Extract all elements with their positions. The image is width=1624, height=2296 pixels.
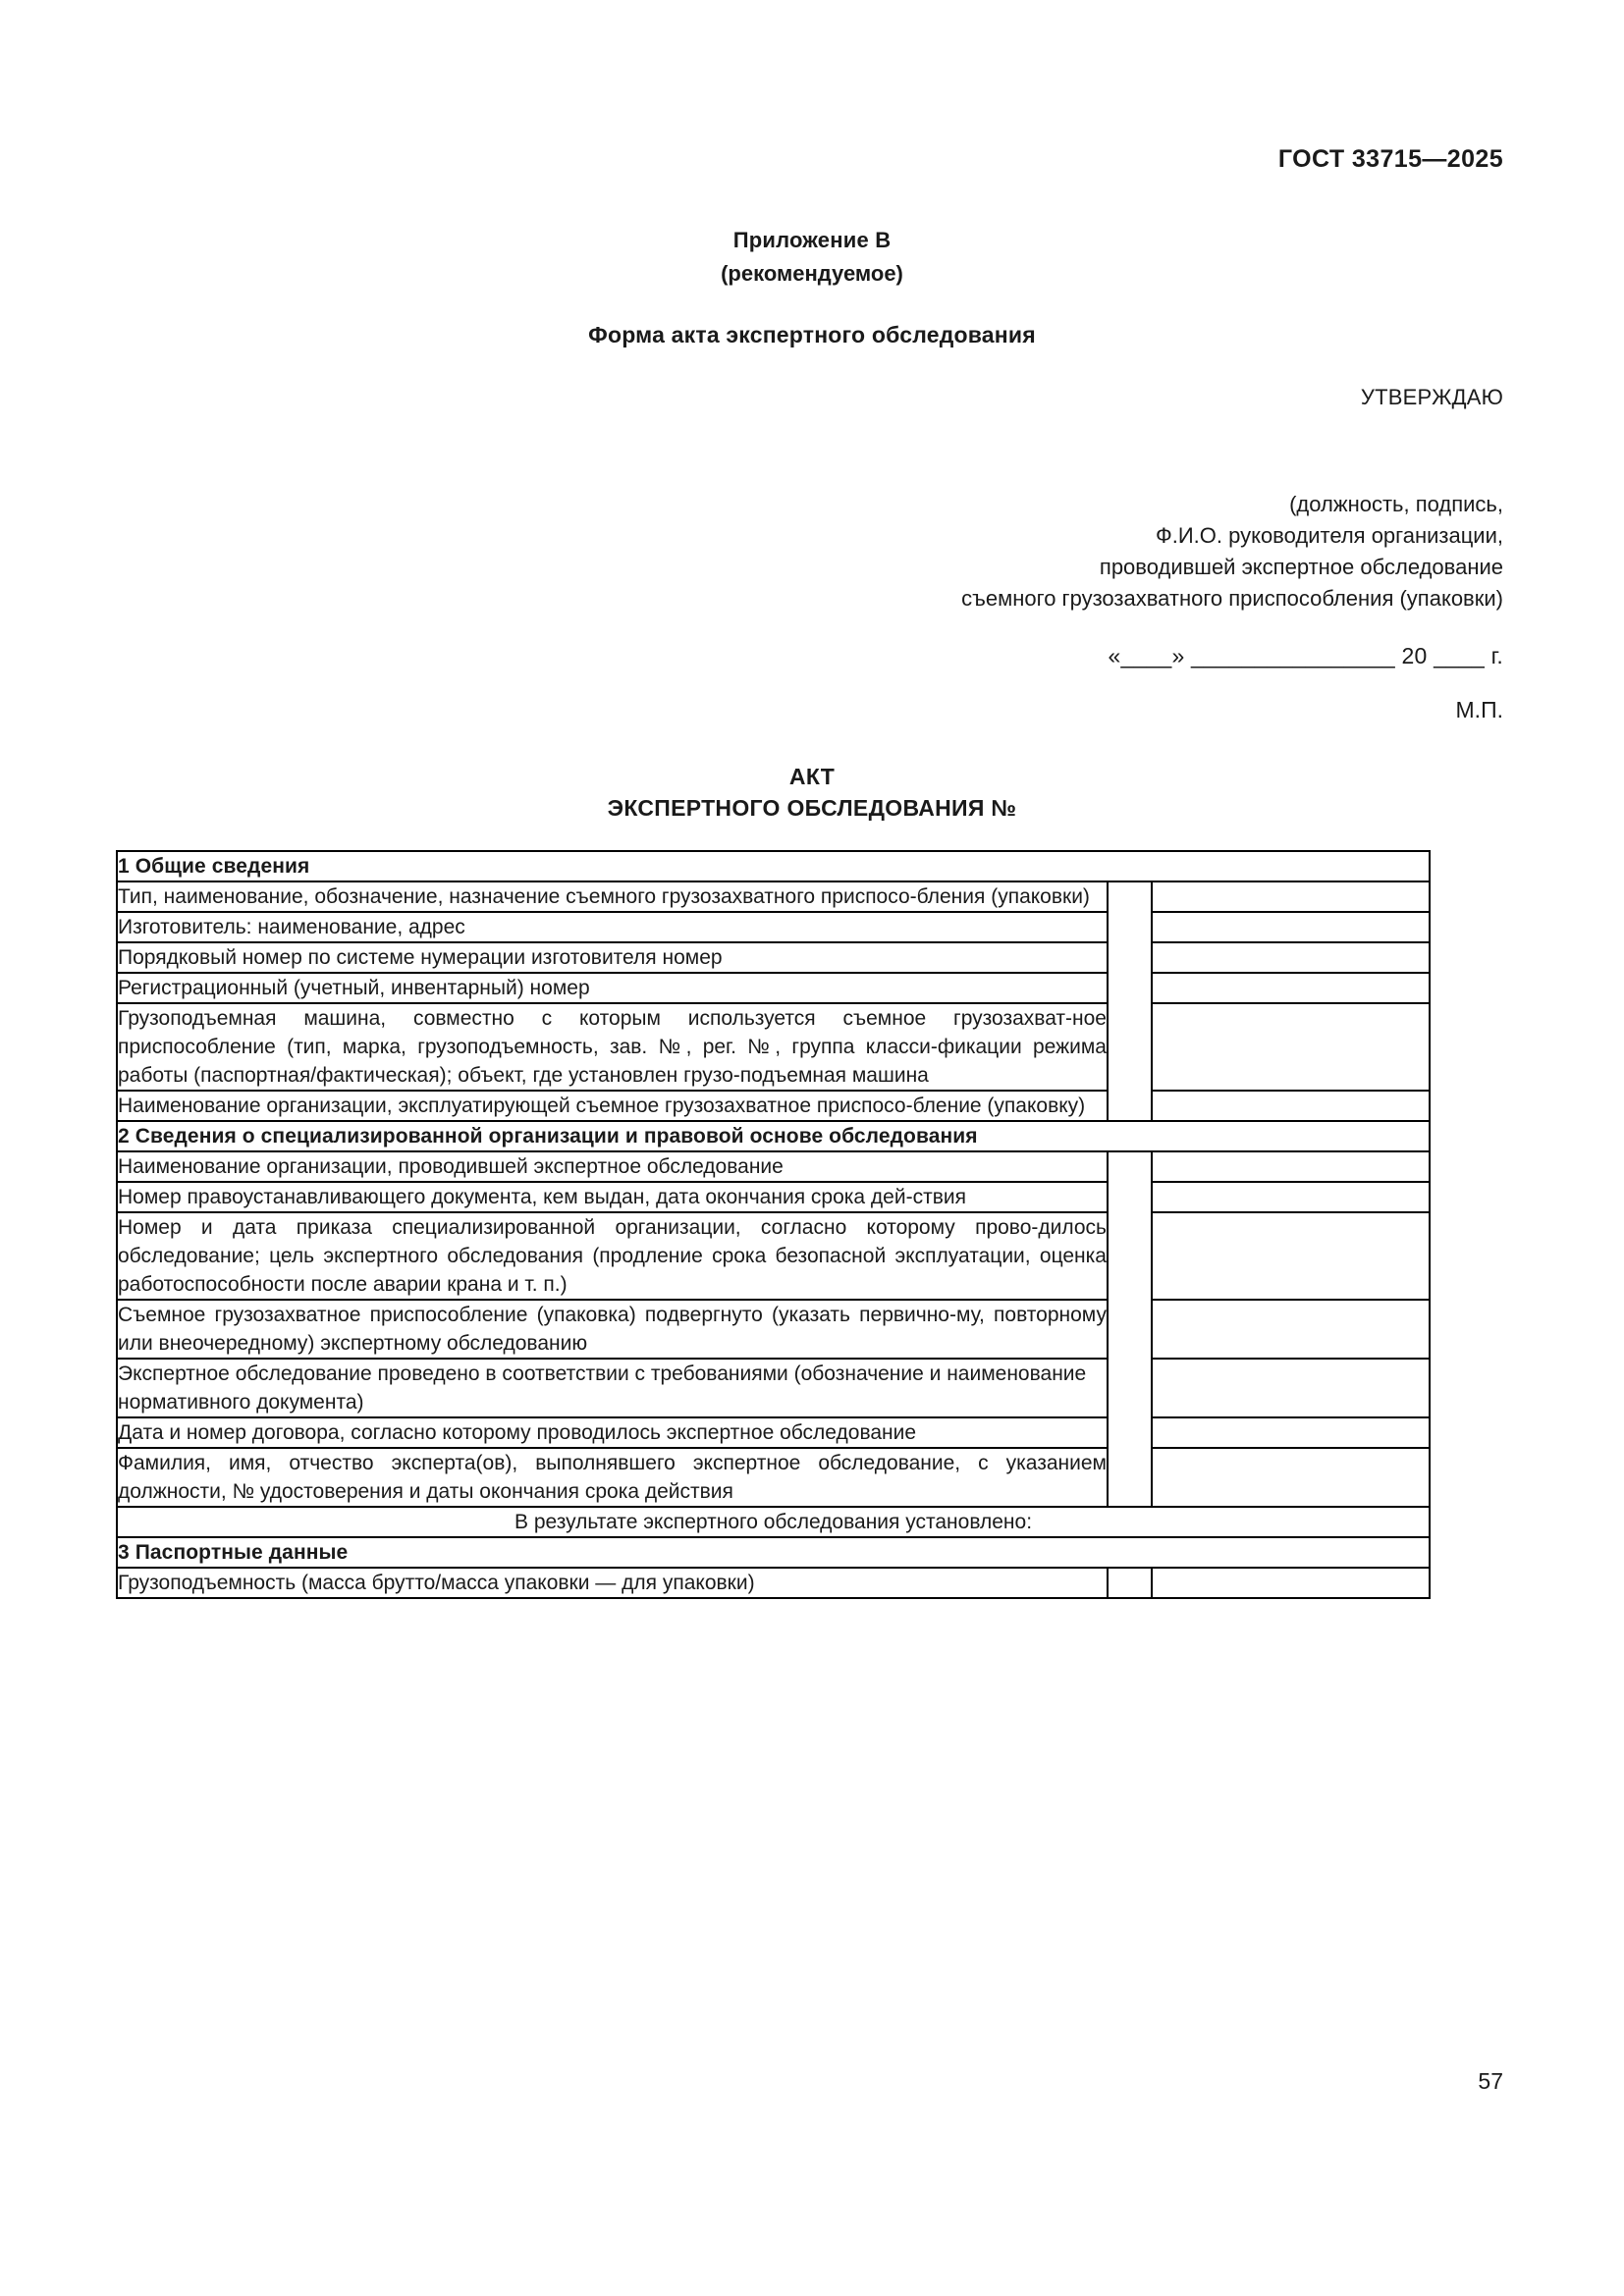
approval-caption-line: проводившей экспертное обследование — [1099, 555, 1503, 579]
page-number: 57 — [1478, 2068, 1503, 2094]
section-3-heading: 3 Паспортные данные — [117, 1537, 1430, 1568]
table-section-heading-row — [117, 1537, 1430, 1568]
row-label: Изготовитель: наименование, адрес — [117, 912, 1108, 942]
table-row — [117, 1003, 1430, 1091]
value-cell[interactable] — [1152, 1151, 1430, 1182]
table-row — [117, 1568, 1430, 1598]
annex-status: (рекомендуемое) — [721, 261, 903, 286]
value-cell[interactable] — [1152, 1568, 1430, 1598]
act-heading-line2: ЭКСПЕРТНОГО ОБСЛЕДОВАНИЯ № — [607, 795, 1017, 821]
section-2-heading: 2 Сведения о специализированной организации и правовой основе обследования — [117, 1121, 1430, 1151]
table-row — [117, 1417, 1430, 1448]
row-label: Порядковый номер по системе нумерации изготовителя номер — [117, 942, 1108, 973]
value-cell[interactable] — [1152, 1448, 1430, 1507]
table-row — [117, 1448, 1430, 1507]
row-label: Номер правоустанавливающего документа, кем выдан, дата окончания срока дей-ствия — [117, 1182, 1108, 1212]
row-label: Номер и дата приказа специализированной организации, согласно которому прово-дилось обследование; цель экспертного обследования (продление срока безопасной эксплуатации, оценка работоспособности после аварии крана и т. п.) — [117, 1212, 1108, 1300]
approval-caption-line: (должность, подпись, — [1289, 492, 1503, 516]
value-cell[interactable] — [1152, 1417, 1430, 1448]
row-label: Грузоподъемность (масса брутто/масса упаковки — для упаковки) — [117, 1568, 1108, 1598]
value-cell[interactable] — [1152, 1182, 1430, 1212]
row-label: Фамилия, имя, отчество эксперта(ов), выполнявшего экспертное обследование, с указанием должности, № удостоверения и даты окончания срока действия — [117, 1448, 1108, 1507]
row-label: Наименование организации, эксплуатирующей съемное грузозахватное приспосо-бление (упаковку) — [117, 1091, 1108, 1121]
table-row — [117, 1182, 1430, 1212]
row-label: Экспертное обследование проведено в соответствии с требованиями (обозначение и наименование нормативного документа) — [117, 1359, 1108, 1417]
row-label: Наименование организации, проводившей экспертное обследование — [117, 1151, 1108, 1182]
value-cell[interactable] — [1152, 1212, 1430, 1300]
row-label: Грузоподъемная машина, совместно с которым используется съемное грузозахват-ное приспособление (тип, марка, грузоподъемность, зав. №, рег. №, группа класси-фикации режима работы (паспортная/фактическая); объект, где установлен грузо-подъемная машина — [117, 1003, 1108, 1091]
annex-heading-block — [0, 224, 1624, 291]
approval-caption — [961, 489, 1503, 614]
annex-title: Приложение В — [732, 228, 892, 252]
approval-word: УТВЕРЖДАЮ — [1360, 385, 1503, 409]
row-label: Съемное грузозахватное приспособление (упаковка) подвергнуто (указать первично-му, повторному или внеочередному) экспертному обследованию — [117, 1300, 1108, 1359]
table-row — [117, 1359, 1430, 1417]
section-1-heading: 1 Общие сведения — [117, 851, 1430, 881]
spacer-column — [1108, 1151, 1152, 1507]
table-row — [117, 1091, 1430, 1121]
result-note: В результате экспертного обследования установлено: — [117, 1507, 1430, 1537]
table-row — [117, 1151, 1430, 1182]
table-row — [117, 881, 1430, 912]
spacer-column — [1108, 1568, 1152, 1598]
table-note-row — [117, 1507, 1430, 1537]
table-row — [117, 942, 1430, 973]
value-cell[interactable] — [1152, 1091, 1430, 1121]
table-row — [117, 1212, 1430, 1300]
row-label: Дата и номер договора, согласно которому проводилось экспертное обследование — [117, 1417, 1108, 1448]
value-cell[interactable] — [1152, 1300, 1430, 1359]
approval-caption-line: съемного грузозахватного приспособления (упаковки) — [961, 586, 1503, 611]
table-section-heading-row — [117, 1121, 1430, 1151]
form-title: Форма акта экспертного обследования — [588, 322, 1036, 347]
value-cell[interactable] — [1152, 1359, 1430, 1417]
row-label: Тип, наименование, обозначение, назначение съемного грузозахватного приспосо-бления (упаковки) — [117, 881, 1108, 912]
value-cell[interactable] — [1152, 942, 1430, 973]
row-label: Регистрационный (учетный, инвентарный) номер — [117, 973, 1108, 1003]
approval-caption-line: Ф.И.О. руководителя организации, — [1155, 523, 1503, 548]
table-row — [117, 973, 1430, 1003]
spacer-column — [1108, 881, 1152, 1121]
inspection-act-table — [116, 850, 1431, 1599]
act-heading — [0, 761, 1624, 824]
table-section-heading-row — [117, 851, 1430, 881]
approval-date-line: «____» ________________ 20 ____ г. — [1108, 643, 1503, 668]
value-cell[interactable] — [1152, 912, 1430, 942]
value-cell[interactable] — [1152, 973, 1430, 1003]
running-head: ГОСТ 33715—2025 — [1277, 145, 1503, 173]
table-row — [117, 912, 1430, 942]
table-row — [117, 1300, 1430, 1359]
act-heading-line1: АКТ — [788, 764, 836, 789]
seal-mark: М.П. — [1455, 697, 1503, 722]
value-cell[interactable] — [1152, 1003, 1430, 1091]
value-cell[interactable] — [1152, 881, 1430, 912]
